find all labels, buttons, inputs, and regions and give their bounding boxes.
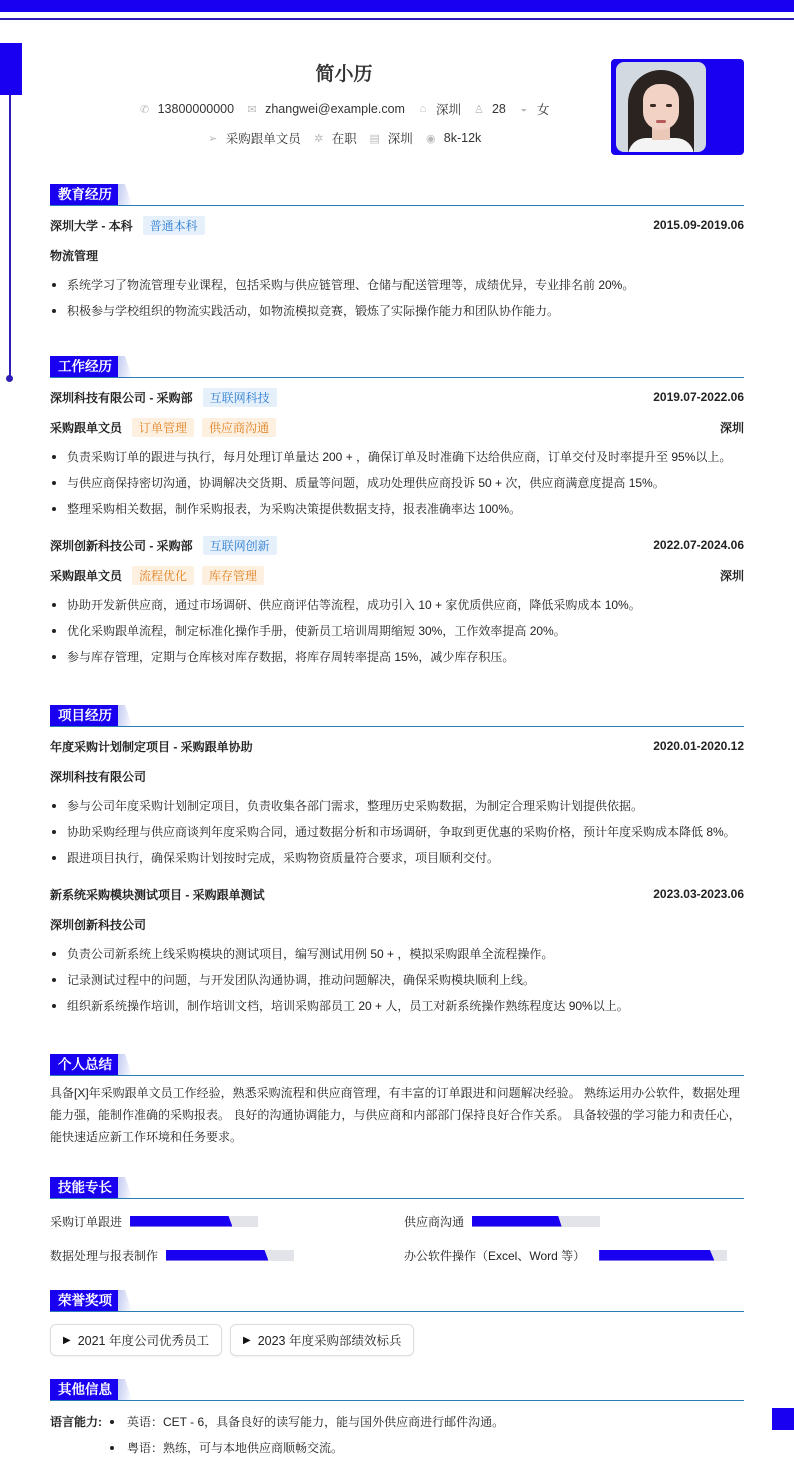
- age-icon: ♙: [474, 103, 484, 116]
- industry-tag: 互联网科技: [203, 388, 277, 407]
- section-title: 其他信息: [50, 1379, 120, 1400]
- award-text: 2023 年度采购部绩效标兵: [257, 1334, 402, 1348]
- list-item: 负责采购订单的跟进与执行，每月处理订单量达 200 + ，确保订单及时准确下达给供应商，订单交付及时率提升至 95%以上。: [50, 444, 744, 470]
- skills-section: [50, 1177, 744, 1266]
- skill-bar-fill: [130, 1216, 232, 1227]
- award-item: [230, 1324, 414, 1356]
- age-text: 28: [491, 102, 506, 116]
- section-header: [50, 1290, 744, 1312]
- salary-text: 8k-12k: [443, 131, 482, 145]
- phone-item: [139, 102, 234, 116]
- section-title-tail: [118, 1054, 132, 1075]
- avatar: [616, 62, 706, 152]
- work-item: [50, 530, 744, 670]
- target-position-text: 采购跟单文员: [225, 132, 301, 146]
- section-title-tail: [118, 184, 132, 205]
- gender-item: [518, 100, 550, 118]
- award-item: [50, 1324, 222, 1356]
- skill-bar: [472, 1216, 600, 1227]
- language-label: 语言能力:: [50, 1415, 102, 1429]
- project-name: 年度采购计划制定项目 - 采购跟单协助: [50, 739, 253, 754]
- list-item: 协助开发新供应商，通过市场调研、供应商评估等流程，成功引入 10 + 家优质供应商，降低采购成本 10%。: [50, 592, 744, 618]
- building-icon: ▤: [369, 132, 380, 145]
- work-bullets: [50, 592, 744, 670]
- target-position-item: [207, 129, 301, 147]
- education-item: [50, 210, 744, 324]
- job-status-item: [313, 129, 357, 147]
- skill-bar-fill: [472, 1216, 562, 1227]
- hometown-item: [417, 100, 461, 118]
- award-text: 2021 年度公司优秀员工: [77, 1334, 209, 1348]
- project-bullets: [50, 941, 744, 1019]
- school-name: 深圳大学 - 本科: [50, 218, 133, 233]
- education-date: 2015.09-2019.06: [653, 218, 744, 232]
- skill-tag: 流程优化: [132, 566, 194, 585]
- position-line: [50, 566, 264, 585]
- skill-item: [50, 1244, 404, 1266]
- other-section: [50, 1379, 744, 1461]
- job-status-text: 在职: [331, 132, 357, 146]
- top-accent-line: [0, 18, 794, 20]
- status-icon: ✲: [314, 132, 324, 145]
- left-timeline-dot: [6, 375, 13, 382]
- skill-label: 办公软件操作（Excel、Word 等）: [404, 1248, 586, 1263]
- list-item: 优化采购跟单流程，制定标准化操作手册，使新员工培训周期缩短 30%，工作效率提高 20%。: [50, 618, 744, 644]
- photo-frame: [611, 59, 744, 155]
- school-line: [50, 216, 205, 235]
- language-bullets: [108, 1409, 504, 1461]
- skill-bar: [599, 1250, 727, 1261]
- list-item: 粤语：熟练，可与本地供应商顺畅交流。: [108, 1435, 504, 1461]
- company-name: 深圳创新科技公司 - 采购部: [50, 538, 193, 553]
- list-item: 英语：CET - 6，具备良好的读写能力，能与国外供应商进行邮件沟通。: [108, 1409, 504, 1435]
- project-date: 2023.03-2023.06: [653, 887, 744, 901]
- summary-section: [50, 1054, 744, 1148]
- awards-section: [50, 1290, 744, 1356]
- skill-tag: 库存管理: [202, 566, 264, 585]
- skill-label: 供应商沟通: [404, 1214, 465, 1229]
- salary-item: [425, 131, 482, 145]
- section-header: [50, 1177, 744, 1199]
- triangle-right-icon: ▶: [63, 1334, 71, 1346]
- section-title-tail: [118, 1290, 132, 1311]
- position-title: 采购跟单文员: [50, 568, 123, 583]
- section-header: [50, 1379, 744, 1401]
- project-company: 深圳科技有限公司: [50, 769, 147, 784]
- awards-list: [50, 1324, 744, 1356]
- hometown-text: 深圳: [435, 103, 461, 117]
- list-item: 协助采购经理与供应商谈判年度采购合同，通过数据分析和市场调研，争取到更优惠的采购价格，预计年度采购成本降低 8%。: [50, 819, 744, 845]
- target-city-text: 深圳: [387, 132, 413, 146]
- skill-bar-fill: [166, 1250, 268, 1261]
- education-bullets: [50, 272, 744, 324]
- degree-tag: 普通本科: [143, 216, 205, 235]
- section-title: 技能专长: [50, 1177, 120, 1198]
- gender-text: 女: [536, 103, 550, 117]
- left-timeline-line: [9, 95, 11, 378]
- project-name: 新系统采购模块测试项目 - 采购跟单测试: [50, 887, 265, 902]
- project-item: [50, 731, 744, 871]
- section-header: [50, 705, 744, 727]
- work-item: [50, 382, 744, 522]
- work-date: 2022.07-2024.06: [653, 538, 744, 552]
- gender-icon: ◒: [520, 103, 528, 115]
- projects-section: [50, 705, 744, 1019]
- position-title: 采购跟单文员: [50, 420, 123, 435]
- work-bullets: [50, 444, 744, 522]
- age-item: [473, 102, 506, 116]
- send-icon: ➢: [208, 132, 218, 145]
- position-line: [50, 418, 276, 437]
- skill-item: [404, 1210, 744, 1232]
- skills-grid: [50, 1210, 744, 1266]
- list-item: 整理采购相关数据，制作采购报表，为采购决策提供数据支持，报表准确率达 100%。: [50, 496, 744, 522]
- major: 物流管理: [50, 248, 99, 263]
- home-icon: ⌂: [419, 103, 427, 115]
- list-item: 跟进项目执行，确保采购计划按时完成，采购物资质量符合要求，项目顺利交付。: [50, 845, 744, 871]
- section-header: [50, 1054, 744, 1076]
- candidate-name: 简小历: [315, 64, 373, 85]
- section-header: [50, 184, 744, 206]
- project-bullets: [50, 793, 744, 871]
- triangle-right-icon: ▶: [242, 1334, 251, 1346]
- skill-label: 数据处理与报表制作: [50, 1248, 159, 1263]
- phone-text: 13800000000: [157, 102, 235, 116]
- contact-row: [78, 100, 610, 118]
- summary-text: 具备[X]年采购跟单文员工作经验，熟悉采购流程和供应商管理，有丰富的订单跟进和问题解决经验。 熟练运用办公软件，数据处理能力强，能制作准确的采购报表。 良好的沟通协调能力，与供应商和内部部门保持良好合作关系。 具备较强的学习能力和责任心，能快速适应新工作环境和任务要求。: [50, 1086, 741, 1144]
- company-line: [50, 536, 277, 555]
- skill-bar: [130, 1216, 258, 1227]
- list-item: 积极参与学校组织的物流实践活动，如物流模拟竞赛，锻炼了实际操作能力和团队协作能力。: [50, 298, 744, 324]
- list-item: 系统学习了物流管理专业课程，包括采购与供应链管理、仓储与配送管理等，成绩优异，专业排名前 20%。: [50, 272, 744, 298]
- section-title-tail: [118, 356, 132, 377]
- list-item: 记录测试过程中的问题，与开发团队沟通协调，推动问题解决，确保采购模块顺利上线。: [50, 967, 744, 993]
- section-title: 工作经历: [50, 356, 120, 377]
- education-section: [50, 184, 744, 324]
- project-company: 深圳创新科技公司: [50, 917, 147, 932]
- email-text: zhangwei@example.com: [265, 102, 405, 116]
- section-header: [50, 356, 744, 378]
- work-section: [50, 356, 744, 670]
- job-intent-row: [78, 129, 610, 147]
- corner-accent-block: [772, 1408, 794, 1430]
- list-item: 参与库存管理，定期与仓库核对库存数据，将库存周转率提高 15%，减少库存积压。: [50, 644, 744, 670]
- skill-tag: 供应商沟通: [202, 418, 276, 437]
- skill-label: 采购订单跟进: [50, 1214, 123, 1229]
- left-accent-block: [0, 43, 22, 95]
- section-title-tail: [118, 705, 132, 726]
- section-title: 教育经历: [50, 184, 120, 205]
- work-location: 深圳: [719, 568, 744, 583]
- section-title: 项目经历: [50, 705, 120, 726]
- project-date: 2020.01-2020.12: [653, 739, 744, 753]
- industry-tag: 互联网创新: [203, 536, 277, 555]
- project-item: [50, 879, 744, 1019]
- list-item: 负责公司新系统上线采购模块的测试项目，编写测试用例 50 + ，模拟采购跟单全流程操作。: [50, 941, 744, 967]
- skill-item: [50, 1210, 404, 1232]
- phone-icon: ✆: [140, 103, 150, 116]
- list-item: 参与公司年度采购计划制定项目，负责收集各部门需求，整理历史采购数据，为制定合理采购计划提供依据。: [50, 793, 744, 819]
- salary-icon: ◉: [425, 132, 436, 145]
- top-accent-bar: [0, 0, 794, 12]
- list-item: 与供应商保持密切沟通，协调解决交货期、质量等问题，成功处理供应商投诉 50 + 次，供应商满意度提高 15%。: [50, 470, 744, 496]
- skill-bar: [166, 1250, 294, 1261]
- skill-item: [404, 1244, 744, 1266]
- language-block: [50, 1409, 744, 1461]
- skill-tag: 订单管理: [132, 418, 194, 437]
- work-location: 深圳: [719, 420, 744, 435]
- section-title: 荣誉奖项: [50, 1290, 120, 1311]
- section-title: 个人总结: [50, 1054, 120, 1075]
- target-city-item: [369, 129, 413, 147]
- work-date: 2019.07-2022.06: [653, 390, 744, 404]
- mail-icon: ✉: [247, 103, 257, 116]
- section-title-tail: [118, 1379, 132, 1400]
- email-item: [246, 102, 405, 116]
- skill-bar-fill: [599, 1250, 714, 1261]
- company-line: [50, 388, 277, 407]
- list-item: 组织新系统操作培训，制作培训文档，培训采购部员工 20 + 人，员工对新系统操作熟练程度达 90%以上。: [50, 993, 744, 1019]
- resume-header: [50, 56, 610, 147]
- section-title-tail: [118, 1177, 132, 1198]
- company-name: 深圳科技有限公司 - 采购部: [50, 390, 193, 405]
